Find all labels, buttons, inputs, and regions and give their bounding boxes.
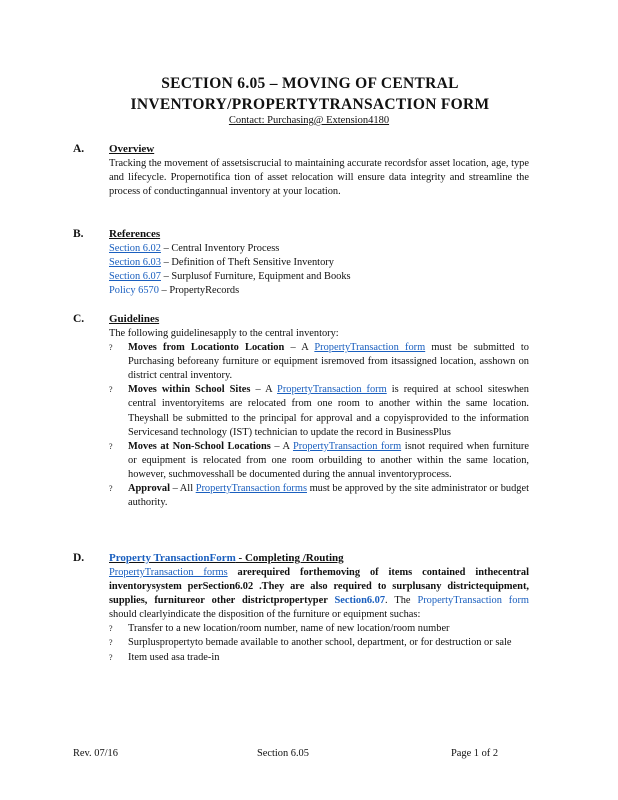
section-c-letter: C. [73,313,85,325]
reference-item [109,242,529,256]
reference-item [109,256,529,270]
bullet-marker: ? [109,343,113,353]
bullet-marker: ? [109,385,113,395]
reference-item [109,284,529,298]
property-transaction-link[interactable]: PropertyTransaction form [292,440,402,452]
list-item [109,440,529,482]
reference-text: – Central Inventory Process [163,243,280,254]
property-transaction-link[interactable]: PropertyTransaction form [314,342,426,354]
guideline-title: Approval [128,483,170,495]
guideline-text: must be approved by the site administrator or budget authority. [128,483,529,509]
guideline-title: Moves from Locationto Location [128,342,285,354]
references-list [109,242,529,298]
reference-link[interactable]: Policy 6570 [109,285,159,297]
bullet-marker: ? [109,624,113,634]
reference-link[interactable]: Section 6.03 [109,257,161,269]
disposition-list [109,622,529,664]
reference-text: – Definition of Theft Sensitive Inventory [163,257,334,269]
guideline-text: – All [169,483,196,495]
footer-section: Section 6.05 [257,748,309,759]
section-d-letter: D. [73,552,85,564]
property-transaction-link[interactable]: PropertyTransaction forms [195,483,307,495]
property-transaction-link[interactable]: PropertyTransaction form [277,384,387,396]
disposition-text: Transfer to a new location/room number, name of new location/room number [128,623,450,635]
reference-text: – PropertyRecords [161,285,240,297]
section-a-heading: Overview [109,143,155,155]
page-title-line-2: INVENTORY/PROPERTYTRANSACTION FORM [130,96,490,113]
guideline-text: – A [284,342,315,354]
reference-item [109,270,529,284]
list-item [109,622,529,636]
guideline-title: Moves within School Sites [128,384,251,396]
guideline-text: must be submitted to Purchasing beforeany furniture or equipment isremoved from itsassigned location, asshown on district central inventory. [128,342,529,382]
reference-link[interactable]: Section 6.02 [109,243,161,254]
section-c-body [109,327,529,510]
section-d-body [109,566,529,665]
guidelines-intro: The following guidelinesapply to the central inventory: [109,328,339,339]
routing-text: should clearlyindicate the disposition of the furniture or equipment suchas: [109,609,421,621]
disposition-text: Item used asa trade-in [128,651,220,663]
footer-page-number: Page 1 of 2 [451,748,499,759]
list-item [109,341,529,383]
routing-paragraph [109,566,529,622]
list-item [109,383,529,439]
heading-link[interactable]: Property TransactionForm [109,552,236,564]
section-d-heading [109,552,344,564]
guideline-title: Moves at Non-School Locations [128,440,271,452]
bullet-marker: ? [109,652,113,662]
page-title-line-1: SECTION 6.05 – MOVING OF CENTRAL [161,75,459,92]
disposition-text: Surpluspropertyto bemade available to another school, department, or for destruction or sale [128,637,512,649]
bullet-marker: ? [109,484,113,494]
section-c-heading: Guidelines [109,313,160,325]
guideline-text: – A [250,384,278,396]
footer-revision: Rev. 07/16 [73,748,118,759]
routing-text: . The [385,595,418,607]
guideline-text: isnot required when furniture or equipment is relocated from one room orbuilding to another within the same location, however, suchmovesshall be documented during the annual inventoryprocess. [128,440,529,480]
bullet-marker: ? [109,638,113,648]
section-b-letter: B. [73,228,84,240]
guideline-text: is required at school siteswhen central inventoryitems are relocated from one room to another within the same location. Theyshall be submitted to the principal for approval and a copyisprovided to the information Servicesand technology (IST) technician to update the record in BusinessPlus [128,384,529,438]
list-item [109,636,529,650]
section-b-heading: References [109,228,161,240]
section-a-letter: A. [73,143,85,155]
list-item [109,482,529,510]
routing-bold-text: arerequired forthemoving of items contained inthecentral inventorysystem perSection6.02 .They are also required to surplusany districtequipment, supplies, furnitureor other districtpropertyper [109,567,530,607]
section-a-body [109,157,529,199]
heading-rest: - Completing /Routing [235,552,344,564]
contact-text: Contact: Purchasing@ Extension4180 [228,115,390,126]
property-transaction-link[interactable]: PropertyTransaction form [417,595,530,607]
property-transaction-link[interactable]: PropertyTransaction forms [109,567,228,578]
contact-line [0,114,618,128]
guidelines-list [109,341,529,510]
reference-link[interactable]: Section 6.07 [109,271,161,283]
guideline-text: – A [270,440,293,452]
overview-text: Tracking the movement of assetsiscrucial to maintaining accurate recordsfor asset location, age, type and lifecycle. Propernotifica tion of asset relocation will ensure data integrity and streamline the process of conductingannual inventory at your location. [109,158,529,198]
bullet-marker: ? [109,441,113,451]
section-607-link[interactable]: Section6.07 [334,595,386,607]
reference-text: – Surplusof Furniture, Equipment and Books [163,271,351,283]
list-item [109,651,529,665]
